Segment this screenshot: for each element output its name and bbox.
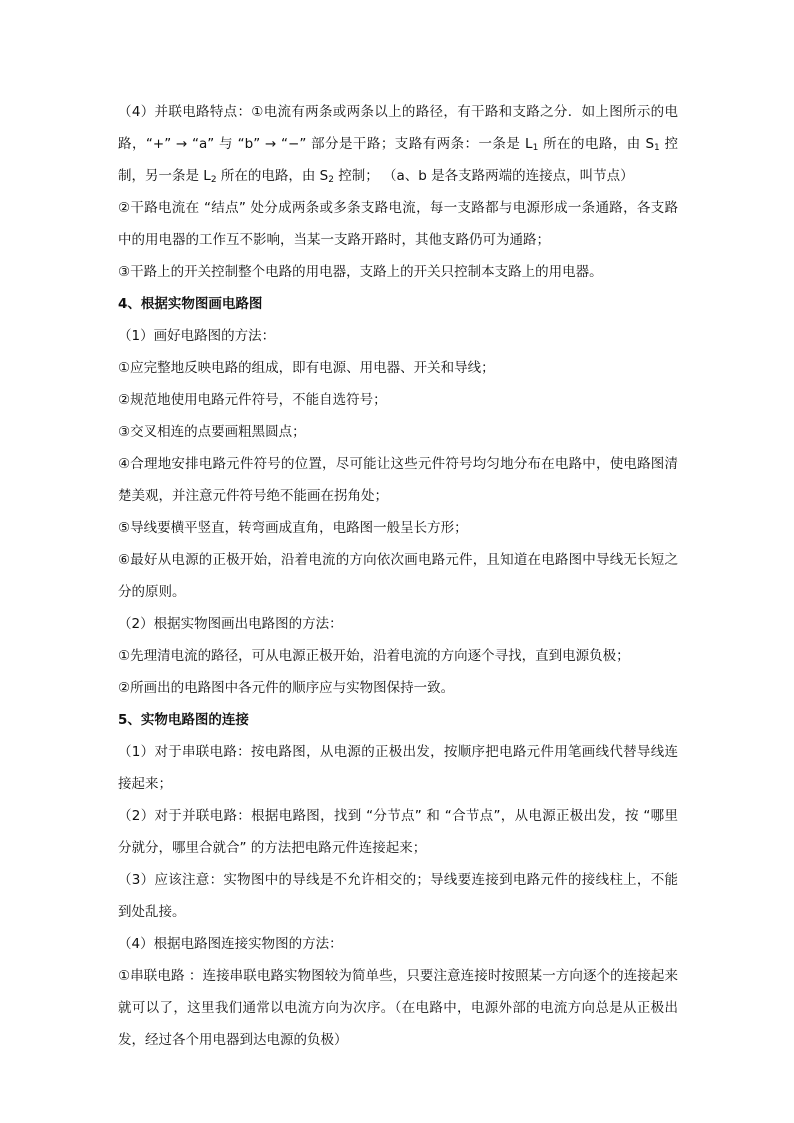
paragraph <box>118 192 678 256</box>
section-heading <box>118 288 678 320</box>
text-run: ①应完整地反映电路的组成，即有电源、用电器、开关和导线； <box>118 360 495 376</box>
text-run: ③干路上的开关控制整个电路的用电器，支路上的开关只控制本支路上的用电器。 <box>118 264 603 280</box>
text-run: ①串联电路 ：连接串联电路实物图较为简单些，只要注意连接时按照某一方向逐个的连接起来就可以了，这里我们通常以电流方向为次序。（在电路中，电源外部的电流方向总是从正极出发，经过各个用电器到达电源的负极） <box>118 968 678 1048</box>
text-run: （4）根据电路图连接实物图的方法： <box>118 936 343 952</box>
paragraph <box>118 672 678 704</box>
text-run: ②干路电流在 “结点” 处分成两条或多条支路电流，每一支路都与电源形成一条通路，各支路中的用电器的工作互不影响，当某一支路开路时，其他支路仍可为通路； <box>118 200 678 248</box>
paragraph <box>118 448 678 512</box>
text-run: 所在的电路，由 S <box>216 168 329 184</box>
paragraph <box>118 640 678 672</box>
document-body <box>118 96 678 1056</box>
text-run: （4）并联电路特点：①电流有两条或两条以上的路径，有干路和支路之分．如上图所示的电路，“+” → “a” 与 “b” → “−” 部分是干路；支路有两条：一条是 L <box>118 104 678 152</box>
text-run: 控制，另一条是 L <box>118 136 679 184</box>
text-run: ③交叉相连的点要画粗黑圆点； <box>118 424 306 440</box>
paragraph <box>118 800 678 864</box>
paragraph <box>118 384 678 416</box>
text-run: （2）对于并联电路：根据电路图，找到 “分节点” 和 “合节点”，从电源正极出发，按 “哪里分就分，哪里合就合” 的方法把电路元件连接起来； <box>118 808 678 856</box>
paragraph <box>118 544 678 608</box>
paragraph <box>118 736 678 800</box>
subscript-text: 2 <box>210 175 217 185</box>
paragraph <box>118 256 678 288</box>
paragraph <box>118 928 678 960</box>
paragraph <box>118 512 678 544</box>
subscript-text: 1 <box>532 143 539 153</box>
paragraph <box>118 352 678 384</box>
text-run: （3）应该注意：实物图中的导线是不允许相交的；导线要连接到电路元件的接线柱上，不能到处乱接。 <box>118 872 678 920</box>
text-run: 5、实物电路图的连接 <box>118 712 249 728</box>
paragraph <box>118 96 678 192</box>
text-run: 所在的电路，由 S <box>538 136 655 152</box>
text-run: （1）画好电路图的方法： <box>118 328 276 344</box>
text-run: 控制； （a、b 是各支路两端的连接点，叫节点） <box>333 168 634 184</box>
text-run: ⑤导线要横平竖直，转弯画成直角，电路图一般呈长方形； <box>118 520 468 536</box>
text-run: ②规范地使用电路元件符号，不能自选符号； <box>118 392 387 408</box>
paragraph <box>118 608 678 640</box>
text-run: （1）对于串联电路：按电路图，从电源的正极出发，按顺序把电路元件用笔画线代替导线连接起来； <box>118 744 678 792</box>
paragraph <box>118 864 678 928</box>
text-run: ④合理地安排电路元件符号的位置，尽可能让这些元件符号均匀地分布在电路中，使电路图清楚美观，并注意元件符号绝不能画在拐角处； <box>118 456 678 504</box>
paragraph <box>118 960 678 1056</box>
subscript-text: 1 <box>654 143 660 153</box>
section-heading <box>118 704 678 736</box>
paragraph <box>118 416 678 448</box>
subscript-text: 2 <box>328 175 334 185</box>
text-run: ⑥最好从电源的正极开始，沿着电流的方向依次画电路元件，且知道在电路图中导线无长短之分的原则。 <box>118 552 678 600</box>
text-run: （2）根据实物图画出电路图的方法： <box>118 616 343 632</box>
text-run: ①先理清电流的路径，可从电源正极开始，沿着电流的方向逐个寻找，直到电源负极； <box>118 648 630 664</box>
text-run: ②所画出的电路图中各元件的顺序应与实物图保持一致。 <box>118 680 455 696</box>
paragraph <box>118 320 678 352</box>
text-run: 4、根据实物图画电路图 <box>118 296 263 312</box>
